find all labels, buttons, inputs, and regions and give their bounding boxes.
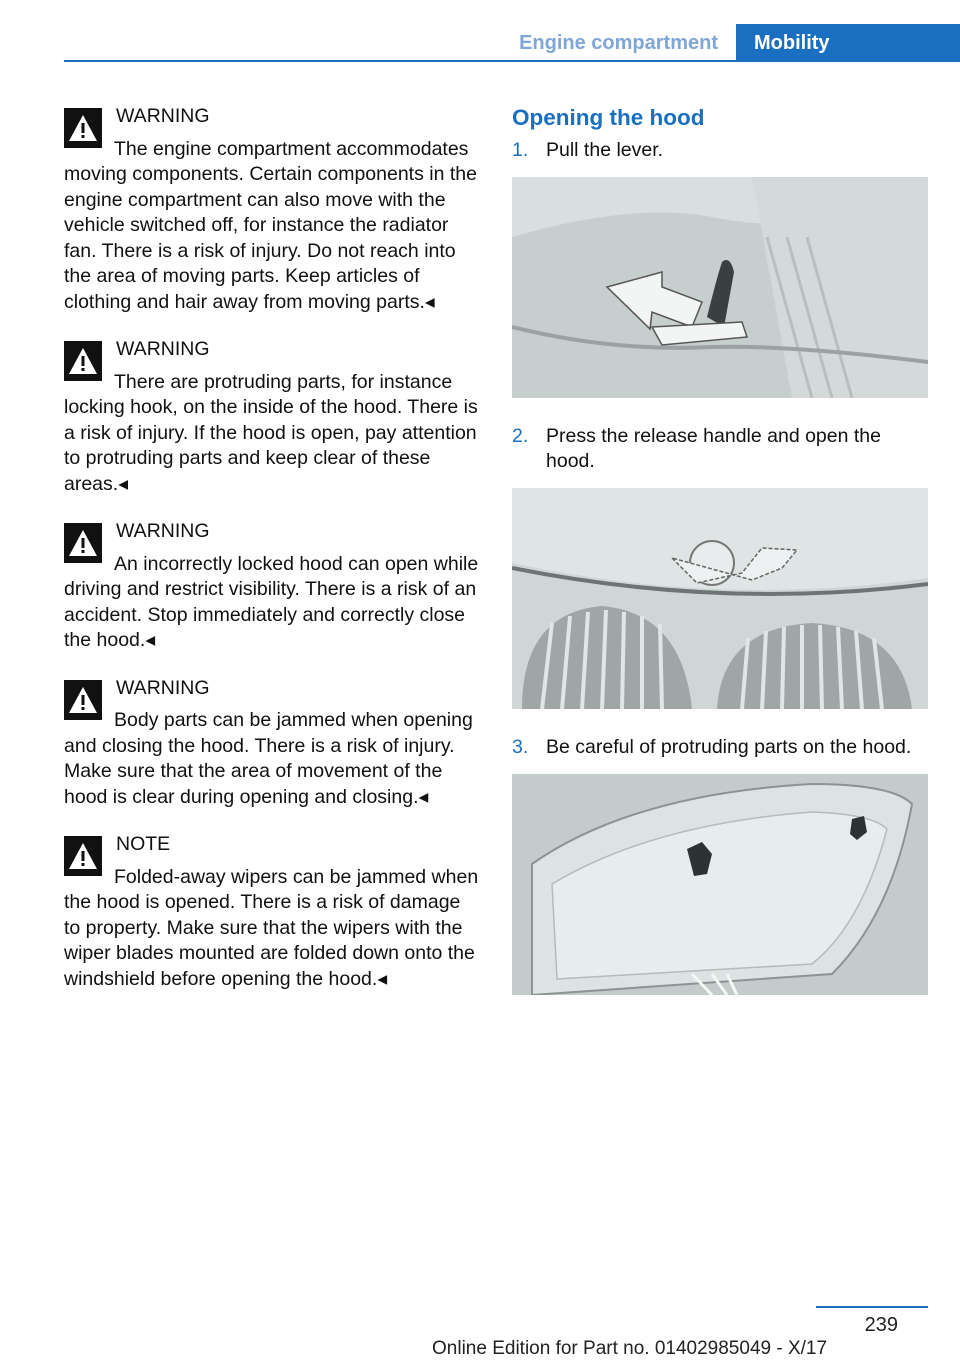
warning-triangle-icon [64,108,102,152]
chapter-tab[interactable]: Mobility [736,24,960,62]
footer-rule [816,1306,928,1308]
warning-triangle-icon [64,341,102,385]
page-number: 239 [864,1314,898,1336]
warning-text: There are protruding parts, for instance locking hook, on the inside of the hood. There is a risk of injury. If the hood is open, pay attention to protruding parts and keep clear of these areas.◂ [64,370,478,495]
warning-block [64,672,480,811]
note-text: Folded-away wipers can be jammed when the hood is opened. There is a risk of damage to property. Make sure that the wipers with the wiper blades mounted are folded down onto the windshield before opening the hood.◂ [64,865,479,990]
warning-text: An incorrectly locked hood can open while driving and restrict visibility. There is a risk of an accident. Stop immediately and correctly close the hood.◂ [64,552,479,651]
warning-title: WARNING [116,676,210,699]
step-number: 1. [512,139,529,161]
release-handle-illustration [512,488,928,709]
note-title: NOTE [116,833,171,855]
warning-text: The engine compartment accommodates moving components. Certain components in the engine compartment can also move with the vehicle switched off, for instance the radiator fan. There is a risk of injury. Do not reach into the area of moving parts. Keep articles of clothing and hair away from moving parts.◂ [64,137,477,313]
section-title-header: Engine compartment [519,32,718,54]
warning-title: WARNING [116,338,210,360]
note-block [64,828,480,992]
warning-block [64,333,480,497]
page-header [0,24,960,62]
warning-block [64,515,480,654]
edition-note: Online Edition for Part no. 01402985049 - X/17 [432,1338,828,1359]
step-text: Be careful of protruding parts on the hood. [546,736,912,758]
warnings-column [64,100,480,1010]
warning-triangle-icon [64,523,102,567]
warning-block [64,100,480,315]
step-item [512,735,928,760]
step-text: Pull the lever. [546,139,664,161]
step-number: 3. [512,736,529,758]
warning-triangle-icon [64,680,102,724]
hood-underside-illustration [512,774,928,995]
section-heading: Opening the hood [512,105,705,130]
warning-title: WARNING [116,520,210,542]
step-item [512,424,928,474]
step-item [512,138,928,163]
header-rule [64,60,960,62]
warning-title: WARNING [116,105,210,127]
instructions-column [512,100,928,1021]
step-number: 2. [512,425,529,447]
hood-lever-illustration [512,177,928,398]
step-text: Press the release handle and open the hood. [546,425,881,472]
warning-text: Body parts can be jammed when opening and closing the hood. There is a risk of injury. Make sure that the area of movement of the hood is clear during opening and closing.◂ [64,709,473,808]
warning-triangle-icon [64,836,102,880]
